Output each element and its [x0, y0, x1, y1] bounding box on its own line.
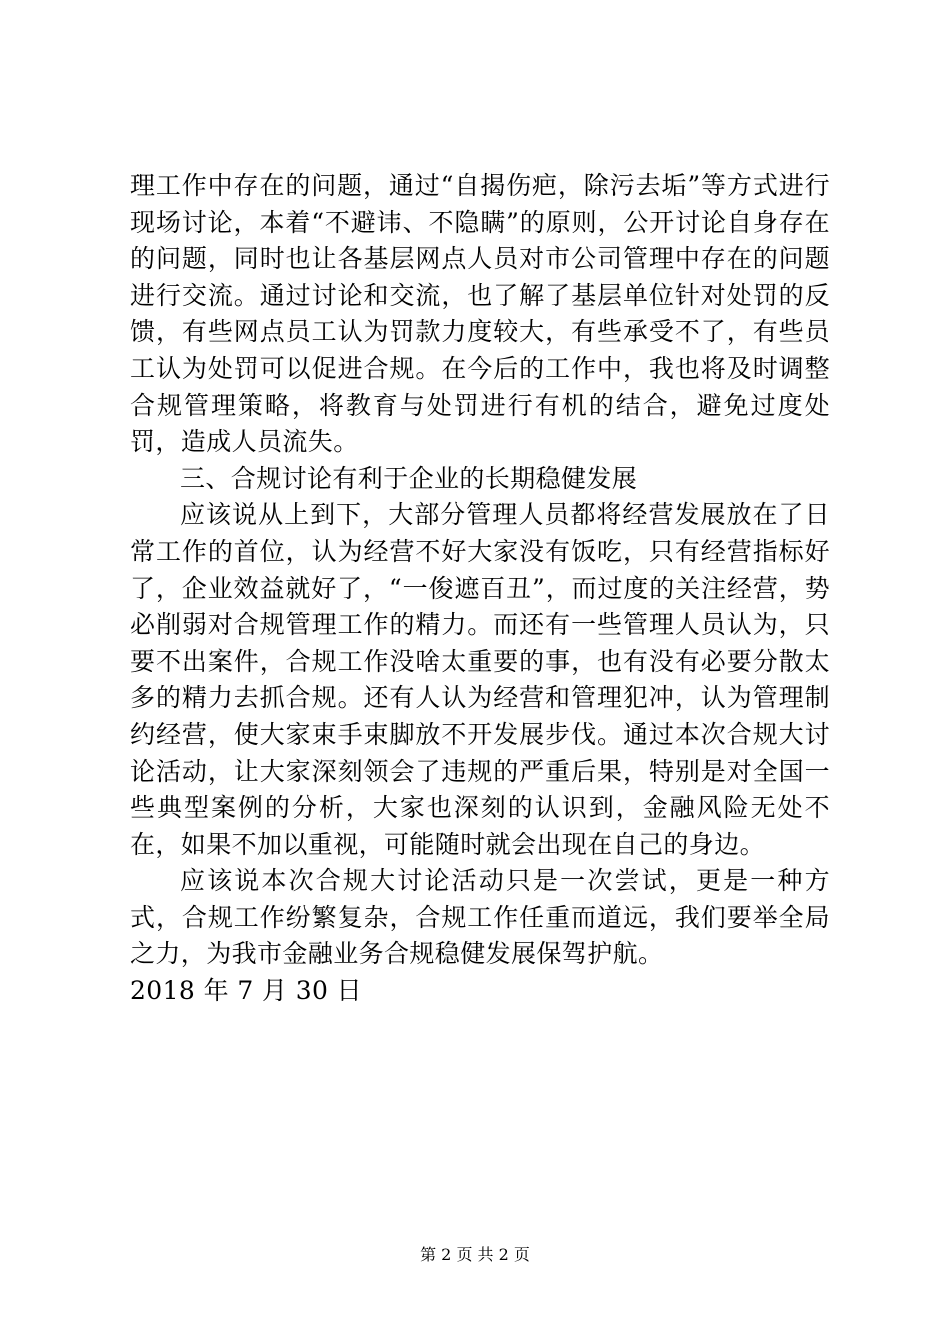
- document-body: [130, 168, 830, 1010]
- section-heading: 三、合规讨论有利于企业的长期稳健发展: [180, 463, 638, 493]
- document-date: 2018 年 7 月 30 日: [130, 976, 363, 1006]
- page-number-footer: 第 2 页 共 2 页: [420, 1245, 530, 1264]
- paragraph-body: 应该说本次合规大讨论活动只是一次尝试，更是一种方式，合规工作纷繁复杂，合规工作任重而道远，我们要举全局之力，为我市金融业务合规稳健发展保驾护航。: [130, 866, 830, 969]
- paragraph-continuation: 理工作中存在的问题，通过“自揭伤疤，除污去垢”等方式进行现场讨论，本着“不避讳、不隐瞒”的原则，公开讨论自身存在的问题，同时也让各基层网点人员对市公司管理中存在的问题进行交流。通过讨论和交流，也了解了基层单位针对处罚的反馈，有些网点员工认为罚款力度较大，有些承受不了，有些员工认为处罚可以促进合规。在今后的工作中，我也将及时调整合规管理策略，将教育与处罚进行有机的结合，避免过度处罚，造成人员流失。: [130, 171, 830, 457]
- paragraph-body: 应该说从上到下，大部分管理人员都将经营发展放在了日常工作的首位，认为经营不好大家没有饭吃，只有经营指标好了，企业效益就好了，“一俊遮百丑”，而过度的关注经营，势必削弱对合规管理工作的精力。而还有一些管理人员认为，只要不出案件，合规工作没啥太重要的事，也有没有必要分散太多的精力去抓合规。还有人认为经营和管理犯冲，认为管理制约经营，使大家束手束脚放不开发展步伐。通过本次合规大讨论活动，让大家深刻领会了违规的严重后果，特别是对全国一些典型案例的分析，大家也深刻的认识到，金融风险无处不在，如果不加以重视，可能随时就会出现在自己的身边。: [130, 500, 830, 859]
